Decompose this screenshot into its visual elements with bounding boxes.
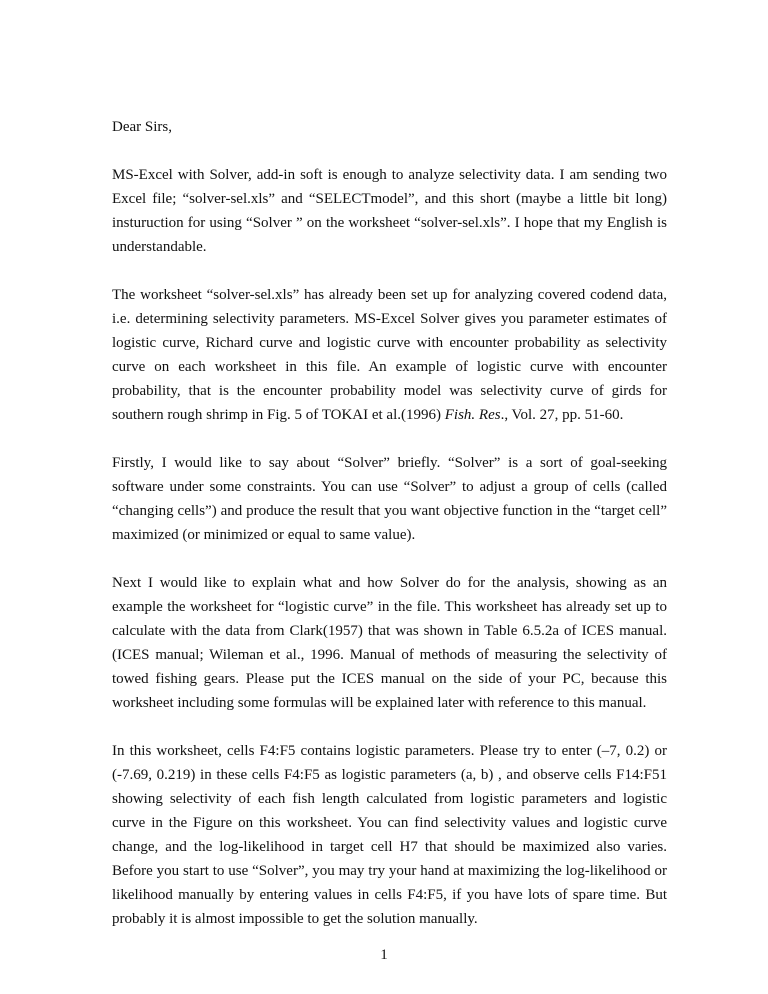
page-number: 1 [380, 947, 388, 963]
letter-body [112, 115, 667, 931]
paragraph-logistic-parameters: In this worksheet, cells F4:F5 contains logistic parameters. Please try to enter (–7, 0.2) or (-7.69, 0.219) in these cells F4:F5 as logistic parameters (a, b) , and observe cells F14:F51 showing selectivity of each fish length calculated from logistic parameters and logistic curve in the Figure on this worksheet. You can find selectivity values and logistic curve change, and the log-likelihood in target cell H7 that should be maximized also varies. Before you start to use “Solver”, you may try your hand at maximizing the log-likelihood or likelihood manually by entering values in cells F4:F5, if you have lots of spare time. But probably it is almost impossible to get the solution manually. [112, 743, 667, 927]
paragraph-worksheet-setup [112, 283, 667, 427]
paragraph-solver-overview: Firstly, I would like to say about “Solver” briefly. “Solver” is a sort of goal-seeking software under some constraints. You can use “Solver” to adjust a group of cells (called “changing cells”) and produce the result that you want objective function in the “target cell” maximized (or minimized or equal to same value). [112, 455, 667, 543]
paragraph-worksheet-setup-text: The worksheet “solver-sel.xls” has already been set up for analyzing covered codend data, i.e. determining selectivity parameters. MS-Excel Solver gives you parameter estimates of logistic curve, Richard curve and logistic curve with encounter probability as selectivity curve on each worksheet in this file. An example of logistic curve with encounter probability, that is the encounter probability model was selectivity curve of girds for southern rough shrimp in Fig. 5 of TOKAI et al.(1996) [112, 287, 667, 423]
paragraph-intro: MS-Excel with Solver, add-in soft is enough to analyze selectivity data. I am sending two Excel file; “solver-sel.xls” and “SELECTmodel”, and this short (maybe a little bit long) insturuction for using “Solver ” on the worksheet “solver-sel.xls”. I hope that my English is understandable. [112, 167, 667, 255]
salutation: Dear Sirs, [112, 119, 172, 135]
citation-details: ., Vol. 27, pp. 51-60. [500, 407, 624, 423]
paragraph-solver-example: Next I would like to explain what and how Solver do for the analysis, showing as an example the worksheet for “logistic curve” in the file. This worksheet has already set up to calculate with the data from Clark(1957) that was shown in Table 6.5.2a of ICES manual. (ICES manual; Wileman et al., 1996. Manual of methods of measuring the selectivity of towed fishing gears. Please put the ICES manual on the side of your PC, because this worksheet including some formulas will be explained later with reference to this manual. [112, 575, 667, 711]
journal-name: Fish. Res [444, 407, 501, 423]
